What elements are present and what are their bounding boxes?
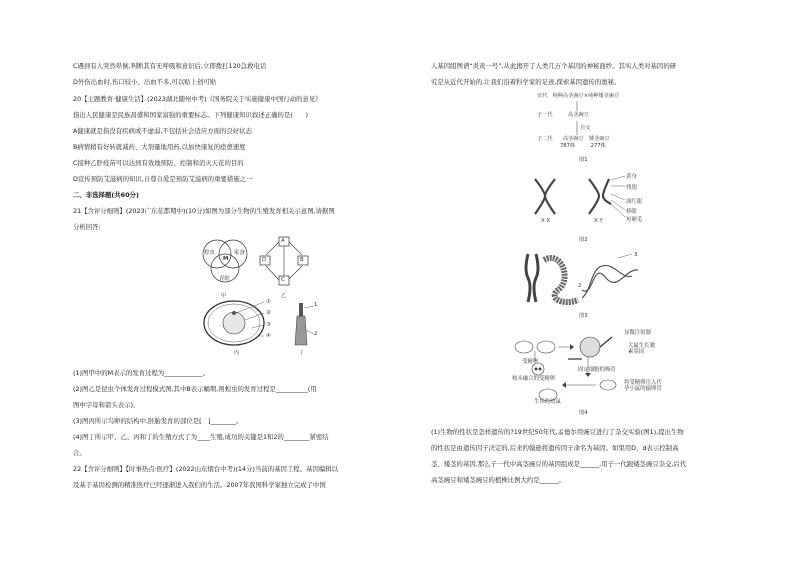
q20-option-c: C接种乙肝疫苗可以达到有效地预防、控制和消灭天花的目的 [73, 159, 244, 167]
fig2-gene-short-bristle: 短硬毛 [626, 217, 643, 223]
q22-part1-line2: 的性状是由遗传因子决定的,后来约翰逊将遗传因子命名为基因。如果用D、d表示控制高 [431, 444, 679, 452]
venn-label-locust: 蝗虫 [204, 250, 215, 256]
figure-ding-caption: 丁 [299, 350, 305, 356]
q20-option-b: B病情稍有好转就减药、大剂量地用药,以加快康复的痊愈速度 [73, 143, 246, 151]
graft-label-2: 2 [314, 331, 318, 337]
fig2-gene-yellow-body: 黄身 [626, 174, 637, 180]
fig4-label-gh-gene: 大鼠生长激素基因 [628, 343, 655, 355]
q21-part4-line2: 合。 [73, 449, 86, 457]
q22-stem-line2: 及基于基因检测的精准医疗已经逐渐进入我们的生活。2007年我国科学家独立完成了中国 [73, 481, 326, 489]
fig3-caption: 图3 [579, 313, 588, 319]
egg-label-3: ③ [266, 322, 271, 328]
cycle-node-a: A [281, 238, 285, 244]
fig4-label-unfused-zygote: 核未融合的受精卵 [512, 376, 556, 382]
q21-stem-line1: 21【含评分细则】(2023广东花都期中)(10分)如图为部分生物的生殖发育相关示意图,请据图 [73, 207, 335, 215]
q22-part1-line1: (1)生物的性状是怎样遗传的?19世纪50年代,孟德尔用豌豆进行了杂交实验(图1),提出生物 [431, 428, 684, 436]
fig4-label-microinjector: 显微注射器 [624, 330, 651, 336]
fig1-count-row: 787株 277株 [560, 143, 606, 149]
fig2-gene-vestigial-wing: 残翅 [626, 185, 637, 191]
q21-part2-line2: 图中字母和箭头表示)。 [73, 401, 140, 409]
fig4-label-transfer: 将受精卵注入代孕小鼠的输卵管 [624, 380, 662, 392]
fig4-label-pups: 生出的幼鼠 [534, 399, 561, 405]
figure-yi-cycle [258, 236, 310, 291]
fig2-gene-deep-red-eye: 深红眼 [626, 199, 643, 205]
q20-option-d: D宣传预防艾滋病的知识,自尊自爱是预防艾滋病的重要措施之一 [73, 175, 253, 183]
section-heading: 二、非选择题(共60分) [73, 191, 139, 199]
figure-yi-caption: 乙 [281, 293, 287, 299]
egg-label-4: ④ [266, 333, 271, 339]
option-c-line: C遇到有人突然晕倒,判断其有无呼吸和意识后,立即拨打120急救电话 [73, 62, 267, 70]
q21-part2-line1: (2)图乙是昆虫个体发育过程模式图,其中B表示蛹期,则蝗虫的发育过程是__________(用 [73, 385, 317, 393]
fig1-caption: 图1 [579, 157, 588, 163]
fig2-male-label: X Y [594, 218, 603, 224]
egg-label-1: ① [266, 299, 271, 305]
cycle-node-d: D [262, 257, 267, 263]
q21-part1: (1)图甲中的M表示的发育过程为____________。 [73, 369, 209, 377]
q21-stem-line2: 分析回答: [73, 223, 101, 231]
q20-option-a: A健康就是指没有疾病或不虚弱,不包括社会适应方面的良好状态 [73, 127, 252, 135]
fig1-self-cross: 自交 [580, 125, 591, 131]
q22-continued-line2: 究是从近代开始的,让我们沿着科学家的足迹,探索基因遗传的奥秘。 [431, 78, 621, 86]
fig2-female-label: X X [541, 218, 551, 224]
q22-continued-line1: 人基因组图谱“炎黄一号”,从此揭开了人类几万个基因的神秘面纱。其实人类对基因的研 [431, 62, 677, 70]
fig1-f1-row: 子一代 高茎豌豆 [537, 112, 589, 118]
q22-stem-line1: 22【含评分细则】【时事热点·医疗】(2022山东烟台中考)(14分)当前的基因工程、基因编辑以 [73, 465, 339, 473]
fig4-label-holding-pipette: 固定细胞的吸管 [578, 367, 616, 373]
figure-bing-caption: 丙 [234, 350, 240, 356]
fig3-dna-structure [522, 250, 644, 306]
figure-jia-caption: 甲 [221, 293, 227, 299]
figure-bing-egg [200, 298, 272, 348]
fig3-label-2: 2 [578, 283, 582, 289]
q21-part3: (3)图丙所示鸟卵的结构中,胚胎发育的部位是[ ]________。 [73, 417, 243, 425]
graft-label-1: 1 [314, 302, 318, 308]
q20-stem-line2: 指出人民健康是民族昌盛和国家富强的重要标志。下列健康知识叙述正确的是( ) [73, 111, 309, 119]
q22-part1-line3: 茎、矮茎的基因,那么子一代中高茎豌豆的基因组成是______,用子一代跟矮茎豌豆杂交,后代 [431, 460, 687, 468]
fig3-label-3: 3 [634, 252, 638, 258]
q21-part4-line1: (4)图丁所示甲、乙、丙和丁的生殖方式丁为____生殖,成功的关键是1和2的________紧密结 [73, 433, 329, 441]
egg-label-2: ② [266, 310, 271, 316]
q20-stem-line1: 20【主题教育·健康生活】(2023湖北随州中考)《国务院关于实施健康中国行动的意见》 [73, 95, 322, 103]
venn-label-silkworm: 家蚕 [234, 250, 245, 256]
fig3-label-1: 1 [536, 258, 540, 264]
cycle-node-b: B [300, 257, 304, 263]
fig4-label-zygote: 受精卵 [522, 359, 539, 365]
figure-jia-venn [195, 236, 255, 291]
option-d-line: D外伤出血时,伤口较小、出血不多,可以贴上创可贴 [73, 78, 217, 86]
fig1-f2-row: 子二代 高茎豌豆 矮茎豌豆 [537, 136, 610, 142]
fig2-caption: 图2 [579, 237, 588, 243]
venn-label-frog: 青蛙 [219, 276, 230, 282]
cycle-node-c: C [281, 277, 285, 283]
fig1-arrows [540, 99, 630, 139]
venn-label-m: M [223, 256, 229, 262]
q22-part1-line4: 高茎豌豆和矮茎豌豆的植株比例大约是______。 [431, 476, 566, 484]
fig2-chromosomes [531, 174, 641, 224]
fig2-gene-bar-eye: 棒眼 [626, 209, 637, 215]
fig1-parent-row: 亲代 纯种高茎豌豆×纯种矮茎豌豆 [537, 93, 620, 99]
fig4-caption: 图4 [579, 410, 588, 416]
